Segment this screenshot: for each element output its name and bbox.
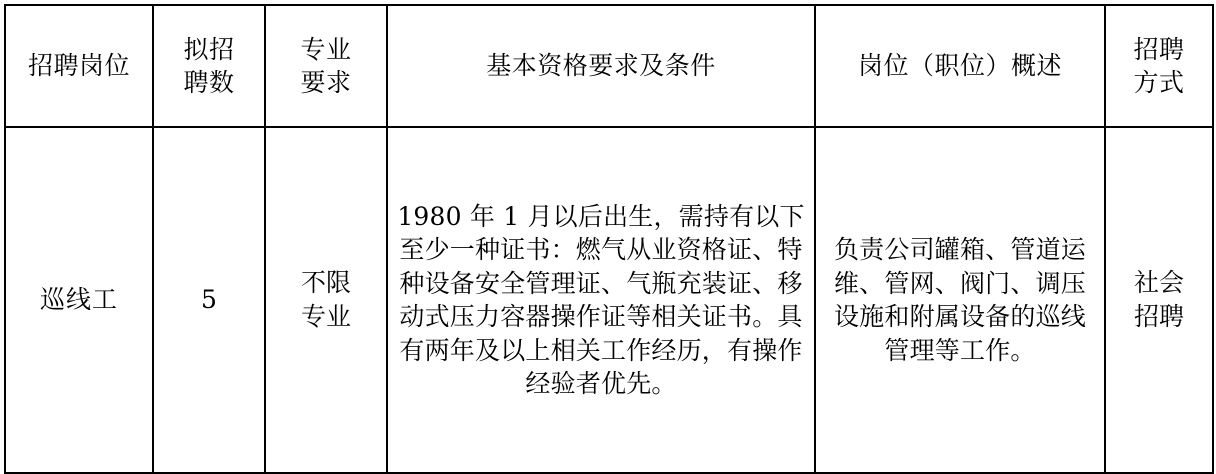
- column-header-summary-line-1: 岗位（职位）概述: [857, 51, 1062, 81]
- cell-requirements: [387, 127, 815, 473]
- cell-summary: [815, 127, 1105, 473]
- column-header-count-line-2: 聘数: [183, 68, 235, 97]
- column-header-post: [5, 5, 153, 127]
- column-header-method-line-1: 招聘: [1133, 34, 1185, 64]
- cell-major-line-1: 不限: [300, 268, 351, 297]
- cell-method: [1105, 127, 1213, 473]
- cell-count: 5: [153, 127, 265, 473]
- cell-major-line-2: 专业: [300, 302, 351, 331]
- cell-requirements-text: 1980 年 1 月以后出生，需持有以下至少一种证书：燃气从业资格证、特种设备安全管理证、气瓶充装证、移动式压力容器操作证等相关证书。具有两年及以上相关工作经历，有操作经验者优先。: [397, 201, 805, 398]
- column-header-count: [153, 5, 265, 127]
- column-header-requirements: [387, 5, 815, 127]
- column-header-major-line-2: 要求: [300, 68, 352, 97]
- column-header-method: [1105, 5, 1213, 127]
- column-header-method-line-2: 方式: [1133, 68, 1185, 97]
- column-header-count-line-1: 拟招: [183, 34, 235, 64]
- cell-major: [265, 127, 387, 473]
- table-row: [5, 127, 1213, 473]
- column-header-summary: [815, 5, 1105, 127]
- column-header-major-line-1: 专业: [300, 34, 352, 64]
- column-header-major: [265, 5, 387, 127]
- column-header-requirements-line-1: 基本资格要求及条件: [486, 51, 716, 81]
- recruitment-table: [4, 4, 1214, 474]
- cell-summary-text: 负责公司罐箱、管道运维、管网、阀门、调压设施和附属设备的巡线管理等工作。: [833, 235, 1086, 365]
- column-header-post-line-1: 招聘岗位: [27, 51, 130, 81]
- cell-post: 巡线工: [5, 127, 153, 473]
- table-header-row: [5, 5, 1213, 127]
- cell-method-line-2: 招聘: [1133, 302, 1184, 331]
- cell-method-line-1: 社会: [1133, 268, 1184, 297]
